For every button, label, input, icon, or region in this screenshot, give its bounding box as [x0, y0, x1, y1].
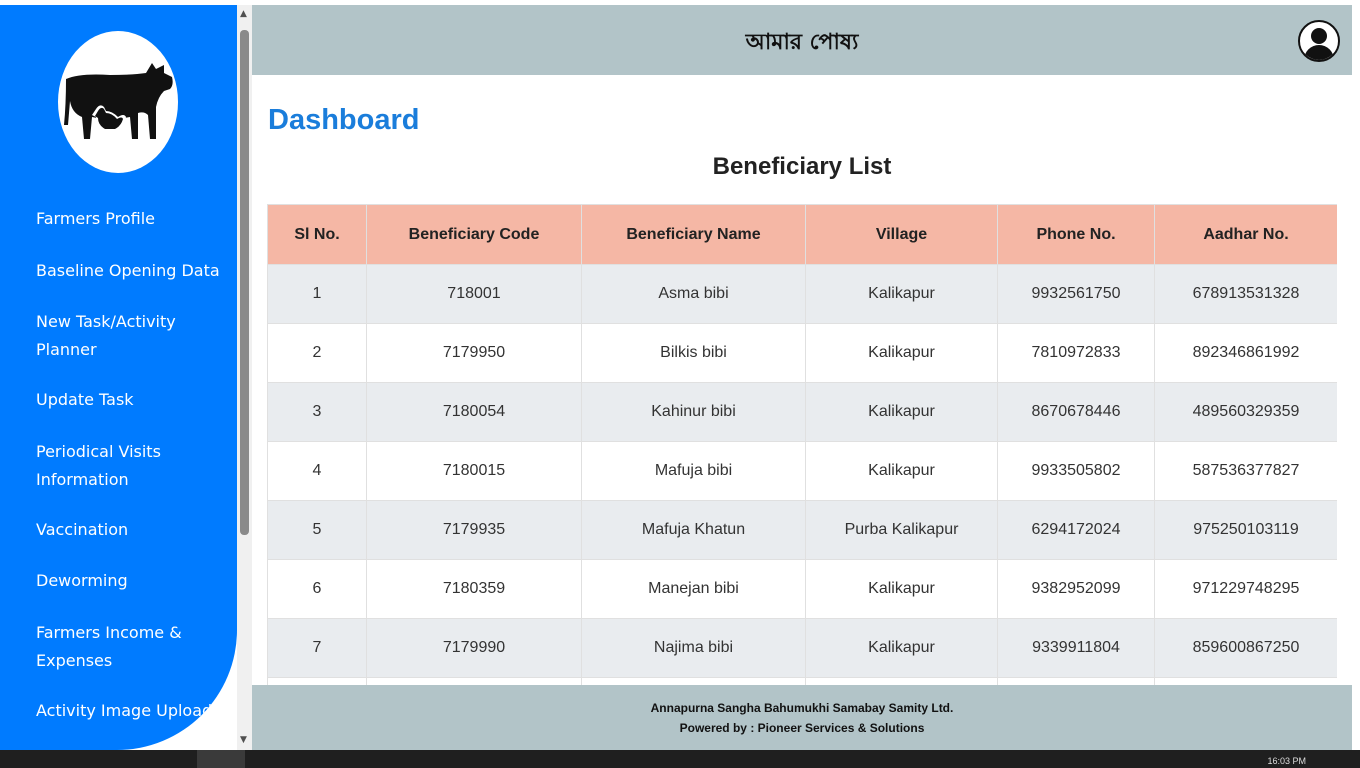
table-cell: 971229748295 [1155, 560, 1338, 619]
sidebar-nav [36, 205, 226, 748]
table-row [268, 265, 1338, 324]
sidebar-item-farmers-profile[interactable]: Farmers Profile [36, 209, 156, 228]
sidebar-item-new-task-activity-planner[interactable]: New Task/Activity Planner [36, 312, 176, 359]
table-cell: 9339911804 [998, 619, 1155, 678]
column-header: Sl No. [268, 205, 367, 265]
sidebar-item-update-task[interactable]: Update Task [36, 390, 134, 409]
table-cell [998, 678, 1155, 686]
table-cell: Mafuja bibi [582, 442, 806, 501]
table-cell: 678913531328 [1155, 265, 1338, 324]
avatar-head [1311, 28, 1327, 44]
table-cell [582, 678, 806, 686]
table-cell: 7179935 [367, 501, 582, 560]
table-cell: 1 [268, 265, 367, 324]
table-cell [367, 678, 582, 686]
table-cell: Kalikapur [806, 383, 998, 442]
sidebar-item-baseline-opening-data[interactable]: Baseline Opening Data [36, 260, 220, 280]
column-header: Beneficiary Name [582, 205, 806, 265]
table-cell: Kalikapur [806, 442, 998, 501]
footer-powered-by: Powered by : Pioneer Services & Solutions [679, 721, 925, 735]
table-cell: 7179990 [367, 619, 582, 678]
taskbar-clock: 16:03 PM [1267, 756, 1306, 766]
table-body [268, 265, 1338, 686]
table-cell [268, 678, 367, 686]
table-cell: 9932561750 [998, 265, 1155, 324]
table-cell: 7180054 [367, 383, 582, 442]
column-header: Beneficiary Code [367, 205, 582, 265]
sidebar [0, 5, 237, 750]
table-cell: 489560329359 [1155, 383, 1338, 442]
table-cell: 8670678446 [998, 383, 1155, 442]
table-cell: Purba Kalikapur [806, 501, 998, 560]
beneficiary-table [267, 204, 1337, 685]
table-cell: 7180359 [367, 560, 582, 619]
table-cell: 6294172024 [998, 501, 1155, 560]
table-cell: 859600867250 [1155, 619, 1338, 678]
table-cell: 2 [268, 324, 367, 383]
beneficiary-table-container [267, 204, 1337, 685]
table-cell: 7180015 [367, 442, 582, 501]
table-cell: Kalikapur [806, 560, 998, 619]
table-cell: 892346861992 [1155, 324, 1338, 383]
table-row [268, 383, 1338, 442]
column-header: Aadhar No. [1155, 205, 1338, 265]
footer-organization: Annapurna Sangha Bahumukhi Samabay Samity Ltd. [650, 701, 954, 715]
column-header: Phone No. [998, 205, 1155, 265]
sidebar-item-farmers-income-expenses[interactable]: Farmers Income & Expenses [36, 622, 182, 670]
table-cell: Kalikapur [806, 324, 998, 383]
top-header [252, 5, 1352, 75]
table-cell: 975250103119 [1155, 501, 1338, 560]
table-cell: Manejan bibi [582, 560, 806, 619]
table-header-row [268, 205, 1338, 265]
table-row [268, 501, 1338, 560]
table-row [268, 324, 1338, 383]
page-title: Dashboard [268, 104, 420, 136]
taskbar-app-button[interactable] [197, 750, 245, 768]
scroll-up-arrow-icon[interactable]: ▲ [240, 9, 247, 19]
table-row [268, 678, 1338, 686]
table-cell: 3 [268, 383, 367, 442]
app-title: আমার পোষ্য [745, 29, 859, 55]
sidebar-item-periodical-visits-information[interactable]: Periodical Visits Information [36, 441, 161, 489]
table-cell: Mafuja Khatun [582, 501, 806, 560]
sidebar-scrollbar[interactable] [237, 5, 252, 750]
table-cell: 6 [268, 560, 367, 619]
table-cell: 9382952099 [998, 560, 1155, 619]
table-cell: 4 [268, 442, 367, 501]
table-cell: 5 [268, 501, 367, 560]
table-cell: Bilkis bibi [582, 324, 806, 383]
os-taskbar [0, 750, 1360, 768]
table-cell [806, 678, 998, 686]
table-row [268, 560, 1338, 619]
scroll-down-arrow-icon[interactable]: ▼ [240, 735, 247, 745]
table-cell: Najima bibi [582, 619, 806, 678]
table-cell: Kahinur bibi [582, 383, 806, 442]
table-row [268, 619, 1338, 678]
table-cell: 7179950 [367, 324, 582, 383]
sidebar-item-vaccination[interactable]: Vaccination [36, 519, 129, 539]
table-cell: Kalikapur [806, 619, 998, 678]
section-title: Beneficiary List [712, 153, 892, 180]
sidebar-item-deworming[interactable]: Deworming [36, 571, 128, 590]
footer [252, 685, 1352, 750]
table-cell: 7810972833 [998, 324, 1155, 383]
table-cell: 718001 [367, 265, 582, 324]
table-row [268, 442, 1338, 501]
column-header: Village [806, 205, 998, 265]
table-cell: Kalikapur [806, 265, 998, 324]
table-cell [1155, 678, 1338, 686]
avatar-body [1304, 45, 1334, 62]
scrollbar-thumb[interactable] [240, 30, 249, 535]
user-avatar-icon[interactable] [1298, 20, 1340, 62]
table-cell: Asma bibi [582, 265, 806, 324]
table-cell: 9933505802 [998, 442, 1155, 501]
table-cell: 7 [268, 619, 367, 678]
cow-hen-logo-icon [58, 31, 178, 173]
table-cell: 587536377827 [1155, 442, 1338, 501]
sidebar-item-activity-image-upload[interactable]: Activity Image Upload [36, 700, 213, 720]
